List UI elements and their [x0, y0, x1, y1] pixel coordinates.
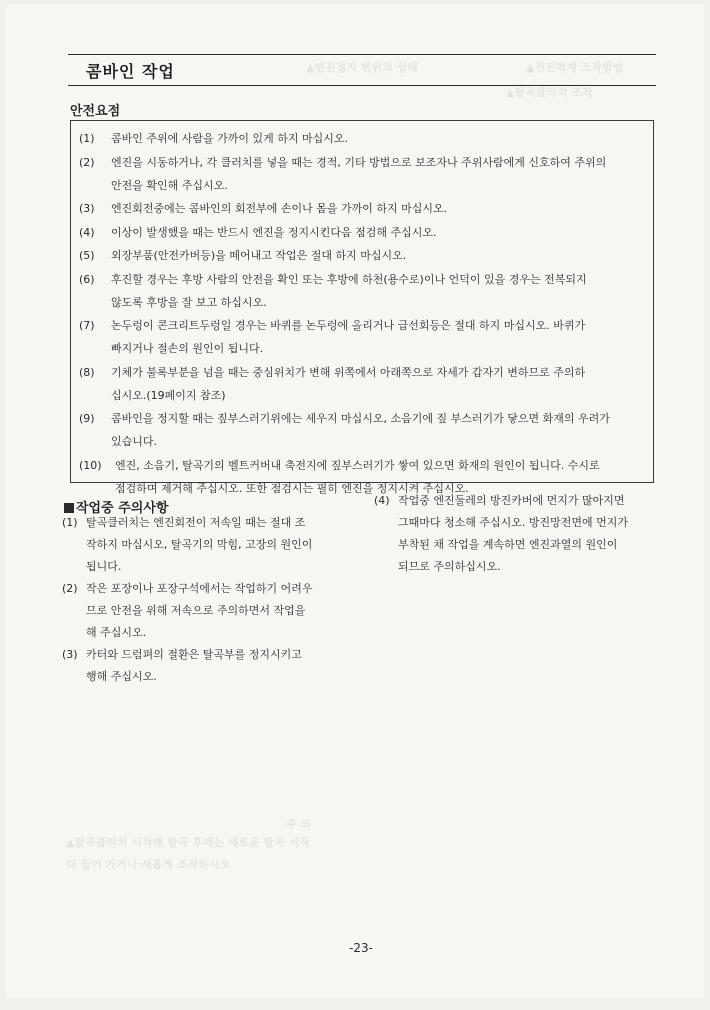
list-item: [71, 361, 655, 407]
item-text-line: 않도록 후방을 잘 보고 하십시오.: [111, 295, 267, 309]
item-text-line: 됩니다.: [86, 560, 122, 573]
item-text-line: 해 주십시오.: [86, 626, 147, 639]
list-item: [71, 151, 655, 197]
list-item: [71, 314, 655, 360]
safety-box: [70, 120, 654, 495]
item-text-line: 콤바인 주위에 사람을 가까이 있게 하지 마십시오.: [111, 132, 348, 145]
list-item: [71, 221, 655, 244]
item-number: (6): [79, 272, 95, 286]
item-text-line: 므로 안전을 위해 저속으로 주의하면서 작업을: [86, 604, 306, 617]
list-item: [71, 268, 655, 314]
list-item: [62, 512, 312, 578]
list-item: [62, 578, 313, 644]
item-number: (2): [62, 582, 78, 595]
title-bar: [68, 54, 656, 86]
safety-heading: 안전요점: [70, 104, 121, 119]
list-item: [71, 127, 655, 150]
item-number: (3): [79, 202, 95, 215]
list-item: [62, 644, 302, 688]
item-number: (4): [374, 494, 390, 507]
page-number: -23-: [349, 941, 373, 955]
list-item: [71, 244, 655, 267]
item-text-line: 이상이 발생했을 때는 반드시 엔진을 정지시킨다음 점검해 주십시오.: [111, 225, 437, 239]
list-item: [71, 407, 655, 453]
item-text-line: 작은 포장이나 포장구석에서는 작업하기 어려우: [86, 582, 313, 595]
item-text-line: 있습니다.: [111, 435, 158, 448]
item-text-line: 부착된 채 작업을 계속하면 엔진과열의 원인이: [398, 538, 618, 551]
item-number: (4): [79, 225, 95, 239]
item-text-line: 엔진회전중에는 콤바인의 회전부에 손이나 몸을 가까이 하지 마십시오.: [111, 202, 448, 215]
item-number: (2): [79, 155, 95, 169]
item-text-line: 탈곡클러치는 엔진회전이 저속일 때는 절대 조: [86, 516, 306, 529]
item-text-line: 기체가 불록부분을 넘을 때는 중심위치가 변해 위쪽에서 아래쪽으로 자세가 갑자기 변하므로 주의하: [111, 365, 586, 379]
item-text-line: 십시오.(19페이지 참조): [111, 388, 226, 402]
item-text-line: 엔진을 시동하거나, 각 클러치를 넣을 때는 경적, 기타 방법으로 보조자나 주위사람에게 신호하여 주위의: [111, 155, 607, 169]
list-item: [374, 490, 628, 578]
item-number: (8): [79, 365, 95, 379]
item-number: (1): [79, 132, 95, 145]
item-number: (9): [79, 412, 95, 425]
item-number: (3): [62, 648, 78, 661]
item-text-line: 외장부품(안전카버등)을 떼어내고 작업은 절대 하지 마십시오.: [111, 249, 407, 262]
item-text-line: 빠지거나 절손의 원인이 됩니다.: [111, 342, 264, 355]
document-page: ▲엔진정지 번위의 상태 ▲전진적재 조작방법 ▲탈곡클러치 조작 ▲탈곡클러치 시작해 탈곡 후에는 새로운 탈곡 시작 다 들어 가거나 새롭게 조작하시오 주 의 콤바인 작업 안전요점 (1) 콤바인 주위에 사람을 가까이 있게 하지 마십시오. (2) 엔진을 시동하거나, 각 클러치를 넣을 때는 경적, 기타 방법으로 보조자나 주위사람에게 신호하여 주위의 안전을 확인해 주십시오. (3) 엔진회전중에는 콤바인의 회전부에 손이나 몸을 가까이 하지 마십시오. (4) 이상이 발생했을 때는 반드시 엔진을 정지시킨다음 점검해 주십시오. (5) 외장부품(안전카버등)을 떼어내고 작업은 절대 하지 마십시오. (6) 후진할 경우는 후방 사람의 안전을 확인 또는 후방에 하천(용수로)이나 언덕이 있을 경우는 전복되지 않도록 후방을 잘 보고 하십시오. (7) 논두렁이 콘크리트두렁일 경우는 바퀴를 논두렁에 올리거나 급선회등은 절대 하지 마십시오. 바퀴가 빠지거나 절손의 원인이 됩니다. (8) 기체가 불록부분을 넘을 때는 중심위치가 변해 위쪽에서 아래쪽으로 자세가 갑자기 변하므로 주의하 십시오.(19페이지 참조) (9) 콤바인을 정지할 때는 짚부스러기위에는 세우지 마십시오, 소음기에 짚 부스러기가 닿으면 화재의 우려가 있습니다. (10) 엔진, 소음기, 탈곡기의 벨트커버내 축전지에 짚부스러기가 쌓여 있으면 화재의 원인이 됩니다. 수시로 점검하며 제거해 주십시오. 또한 점검시는 필히 엔진을 정지시켜 주십시오. 작업중 주의사항 (1) 탈곡클러치는 엔진회전이 저속일 때는 절대 조 작하지 마십시오, 탈곡기의 막힘, 고장의 원인이 됩니다. (2) 작은 포장이나 포장구석에서는 작업하기 어려우 므로 안전을 위해 저속으로 주의하면서 작업을 해 주십시오. (3) 카터와 드럼펴의 절환은 탈곡부를 정지시키고 행해 주십시오. (4) 작업중 엔진둘레의 방진카버에 먼지가 많아지면 그때마다 청소해 주십시오. 방진망전면에 먼지가 부착된 채 작업을 계속하면 엔진과열의 원인이 되므로 주의하십시오. -23-: [6, 4, 704, 998]
item-text-line: 그때마다 청소해 주십시오. 방진망전면에 먼지가: [398, 516, 629, 529]
work-heading-text: 작업중 주의사항: [76, 501, 169, 516]
item-number: (10): [79, 458, 102, 472]
page-title: 콤바인 작업: [86, 62, 175, 81]
item-number: (1): [62, 516, 78, 529]
item-number: (5): [79, 249, 95, 262]
item-text-line: 후진할 경우는 후방 사람의 안전을 확인 또는 후방에 하천(용수로)이나 언덕이 있을 경우는 전복되지: [111, 272, 587, 286]
item-text-line: 엔진, 소음기, 탈곡기의 벨트커버내 축전지에 짚부스러기가 쌓여 있으면 화재의 원인이 됩니다. 수시로: [115, 458, 600, 472]
item-text-line: 콤바인을 정지할 때는 짚부스러기위에는 세우지 마십시오, 소음기에 짚 부스러기가 닿으면 화재의 우려가: [111, 412, 610, 425]
item-text-line: 안전을 확인해 주십시오.: [111, 178, 228, 192]
item-text-line: 작하지 마십시오, 탈곡기의 막힘, 고장의 원인이: [86, 538, 313, 551]
item-text-line: 되므로 주의하십시오.: [398, 560, 501, 573]
item-text-line: 행해 주십시오.: [86, 670, 157, 683]
item-text-line: 카터와 드럼펴의 절환은 탈곡부를 정지시키고: [86, 648, 302, 661]
item-text-line: 논두렁이 콘크리트두렁일 경우는 바퀴를 논두렁에 올리거나 급선회등은 절대 하지 마십시오. 바퀴가: [111, 319, 586, 332]
item-text-line: 작업중 엔진둘레의 방진카버에 먼지가 많아지면: [398, 494, 625, 507]
list-item: [71, 197, 655, 220]
item-text-line: 점검하며 제거해 주십시오. 또한 점검시는 필히 엔진을 정지시켜 주십시오.: [115, 481, 469, 495]
item-number: (7): [79, 319, 95, 332]
